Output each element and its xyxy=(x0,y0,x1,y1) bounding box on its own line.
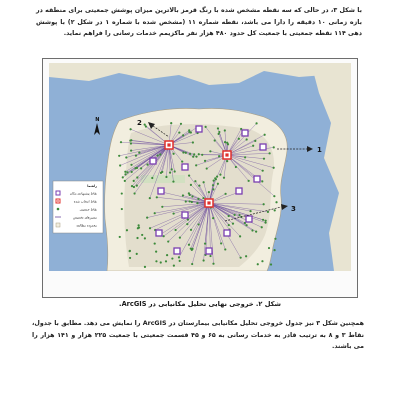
demand-point xyxy=(251,229,253,231)
demand-point xyxy=(239,235,241,237)
demand-point xyxy=(157,154,159,156)
demand-point xyxy=(265,220,267,222)
demand-point xyxy=(126,229,128,231)
demand-point xyxy=(220,242,222,244)
demand-point xyxy=(154,242,156,244)
demand-point xyxy=(224,141,226,143)
demand-point xyxy=(191,263,193,265)
demand-point xyxy=(171,168,173,170)
demand-point xyxy=(159,153,161,155)
legend-item-area: محدوده مطالعه xyxy=(76,223,97,228)
demand-point xyxy=(246,138,248,140)
demand-point xyxy=(192,156,194,158)
demand-point xyxy=(185,152,187,154)
demand-point xyxy=(138,226,140,228)
demand-point xyxy=(273,167,275,169)
selected-site-core xyxy=(207,201,210,204)
demand-point xyxy=(134,167,136,169)
demand-point xyxy=(155,251,157,253)
callout-number-1: 1 xyxy=(317,146,322,154)
demand-point xyxy=(198,185,200,187)
demand-point xyxy=(188,174,190,176)
demand-point xyxy=(120,141,122,143)
demand-point xyxy=(262,170,264,172)
demand-point xyxy=(170,122,172,124)
legend-item-lines: مسیرهای تخصیص xyxy=(72,215,97,220)
demand-point xyxy=(208,191,210,193)
demand-point xyxy=(121,208,123,210)
demand-point xyxy=(214,177,216,179)
demand-point xyxy=(141,234,143,236)
demand-point xyxy=(178,131,180,133)
demand-point xyxy=(163,235,165,237)
demand-point xyxy=(193,153,195,155)
demand-point xyxy=(273,195,275,197)
demand-point xyxy=(188,131,190,133)
demand-point xyxy=(249,210,251,212)
demand-point xyxy=(155,260,157,262)
demand-point xyxy=(146,217,148,219)
demand-point xyxy=(198,153,200,155)
demand-point xyxy=(218,131,220,133)
demand-point xyxy=(257,263,259,265)
demand-point xyxy=(204,243,206,245)
demand-point xyxy=(130,149,132,151)
demand-point xyxy=(209,255,211,257)
demand-point xyxy=(119,164,121,166)
figure-caption: شکل ۲. خروجی نهایی تحلیل مکانیابی در ArcGIS. xyxy=(119,300,281,308)
demand-point xyxy=(129,128,131,130)
demand-point xyxy=(245,224,247,226)
demand-point xyxy=(125,156,127,158)
demand-point xyxy=(156,196,158,198)
demand-point xyxy=(124,173,126,175)
demand-point xyxy=(228,215,230,217)
demand-point xyxy=(122,176,124,178)
demand-point xyxy=(174,170,176,172)
map-svg xyxy=(49,63,351,271)
demand-point xyxy=(126,171,128,173)
demand-point xyxy=(216,176,218,178)
demand-point xyxy=(223,177,225,179)
demand-point xyxy=(252,145,254,147)
demand-point xyxy=(136,237,138,239)
demand-point xyxy=(212,263,214,265)
demand-point xyxy=(149,227,151,229)
demand-point xyxy=(201,154,203,156)
demand-point xyxy=(273,249,275,251)
selected-site-core xyxy=(167,143,170,146)
demand-point xyxy=(218,155,220,157)
demand-point xyxy=(129,139,131,141)
demand-point xyxy=(169,172,171,174)
demand-point xyxy=(172,212,174,214)
park xyxy=(141,175,185,183)
demand-point xyxy=(203,259,205,261)
demand-point xyxy=(154,212,156,214)
demand-point xyxy=(238,138,240,140)
candidate-site xyxy=(174,248,180,254)
demand-point xyxy=(219,173,221,175)
demand-point xyxy=(149,197,151,199)
candidate-site xyxy=(156,230,162,236)
demand-point xyxy=(195,155,197,157)
demand-point xyxy=(140,167,142,169)
location-map xyxy=(49,63,351,271)
demand-point xyxy=(191,195,193,197)
demand-point xyxy=(129,250,131,252)
selected-site-core xyxy=(225,153,228,156)
demand-point xyxy=(124,180,126,182)
demand-point xyxy=(167,240,169,242)
demand-point xyxy=(264,134,266,136)
demand-point xyxy=(130,142,132,144)
demand-point xyxy=(138,151,140,153)
demand-point xyxy=(273,146,275,148)
demand-point xyxy=(185,200,187,202)
demand-point xyxy=(131,171,133,173)
demand-point xyxy=(181,160,183,162)
demand-point xyxy=(270,263,272,265)
candidate-site xyxy=(150,158,156,164)
legend-item-demand: نقاط جمعیتی xyxy=(79,207,97,212)
demand-point xyxy=(212,188,214,190)
demand-point xyxy=(191,248,193,250)
demand-point xyxy=(172,153,174,155)
demand-point xyxy=(224,193,226,195)
demand-point xyxy=(235,166,237,168)
demand-point xyxy=(146,164,148,166)
demand-point xyxy=(136,176,138,178)
demand-point xyxy=(172,180,174,182)
demand-point xyxy=(189,153,191,155)
legend-title: راهنما xyxy=(87,184,97,188)
demand-point xyxy=(261,226,263,228)
candidate-site xyxy=(158,188,164,194)
demand-point xyxy=(182,194,184,196)
candidate-site xyxy=(242,130,248,136)
demand-point xyxy=(195,164,197,166)
demand-point xyxy=(262,219,264,221)
demand-point xyxy=(145,125,147,127)
demand-point xyxy=(165,260,167,262)
demand-point xyxy=(179,260,181,262)
demand-point xyxy=(228,224,230,226)
demand-point xyxy=(274,209,276,211)
demand-point xyxy=(188,244,190,246)
demand-point xyxy=(182,151,184,153)
urban-area xyxy=(124,124,274,267)
north-label: N xyxy=(95,117,100,123)
demand-point xyxy=(130,164,132,166)
demand-point xyxy=(133,180,135,182)
demand-point xyxy=(214,139,216,141)
demand-point xyxy=(189,200,191,202)
demand-point xyxy=(261,260,263,262)
demand-point xyxy=(133,186,135,188)
candidate-site xyxy=(196,126,202,132)
demand-point xyxy=(244,156,246,158)
demand-point xyxy=(212,184,214,186)
legend-item-candidate: نقاط پیشنهادی مکان xyxy=(69,191,97,196)
results-paragraph: همچنین شکل ۳ نیز جدول خروجی تحلیل مکانیابی بیمارستان در ArcGIS را نمایش می دهد. مطابق با جدول، نقاط ۳ و ۸ به ترتیب قادر به خدمات رسانی به ۶۵ و ۴۵ قسمت جمعیتی با جمعیت ۲۲۵ هزار و ۱۴۱ هزار را می باشند. xyxy=(32,320,365,350)
demand-point xyxy=(160,261,162,263)
demand-point xyxy=(233,214,235,216)
demand-point xyxy=(133,192,135,194)
demand-point xyxy=(261,180,263,182)
demand-point xyxy=(192,141,194,143)
demand-point xyxy=(190,184,192,186)
demand-point xyxy=(212,217,214,219)
demand-point xyxy=(269,152,271,154)
demand-point xyxy=(196,202,198,204)
demand-point xyxy=(275,201,277,203)
map-legend xyxy=(53,181,103,233)
demand-point xyxy=(255,122,257,124)
demand-point xyxy=(138,224,140,226)
candidate-site xyxy=(246,216,252,222)
demand-point xyxy=(187,218,189,220)
demand-point xyxy=(119,236,121,238)
demand-point xyxy=(190,229,192,231)
candidate-site xyxy=(236,188,242,194)
demand-point xyxy=(161,206,163,208)
demand-point xyxy=(197,198,199,200)
demand-point xyxy=(205,126,207,128)
demand-point xyxy=(194,180,196,182)
demand-point xyxy=(124,171,126,173)
demand-point xyxy=(186,223,188,225)
demand-point xyxy=(202,197,204,199)
demand-point xyxy=(238,214,240,216)
demand-point xyxy=(274,238,276,240)
demand-point xyxy=(263,158,265,160)
demand-point xyxy=(206,167,208,169)
demand-point xyxy=(129,257,131,259)
demand-point xyxy=(232,223,234,225)
demand-point xyxy=(135,154,137,156)
demand-point xyxy=(227,143,229,145)
demand-point xyxy=(166,254,168,256)
demand-point xyxy=(248,180,250,182)
candidate-site xyxy=(254,176,260,182)
demand-point xyxy=(171,257,173,259)
demand-point xyxy=(213,180,215,182)
legend-item-selected: نقاط انتخاب شده xyxy=(73,199,97,204)
demand-point xyxy=(175,229,177,231)
demand-point xyxy=(254,140,256,142)
demand-point xyxy=(255,231,257,233)
demand-point xyxy=(224,248,226,250)
demand-point xyxy=(267,211,269,213)
figure xyxy=(42,58,358,298)
candidate-site xyxy=(206,248,212,254)
demand-point xyxy=(144,124,146,126)
intro-paragraph: با شکل ۳، در حالی که سه نقطه مشخص شده با رنگ قرمز بالاترین میزان پوشش جمعیتی برای منطقه در بازه زمانی ۱۰ دقیقه را دارا می باشد، نقطه شماره ۱۱ (مشخص شده با شماره ۱ در شکل ۲) با پوشش دهی ۱۱۴ نقطه جمعیتی با جمعیت کل حدود ۴۸۰ هزار نفر ماکزیمم خدمات رسانی را فراهم نماید. xyxy=(36,7,363,37)
demand-point xyxy=(131,185,133,187)
demand-point xyxy=(182,134,184,136)
demand-point xyxy=(245,255,247,257)
demand-point xyxy=(263,203,265,205)
demand-point xyxy=(224,129,226,131)
demand-point xyxy=(268,247,270,249)
callout-number-2: 2 xyxy=(137,119,142,127)
demand-point xyxy=(204,160,206,162)
demand-point xyxy=(161,171,163,173)
demand-point xyxy=(178,256,180,258)
candidate-site xyxy=(260,144,266,150)
demand-point xyxy=(144,237,146,239)
demand-point xyxy=(191,201,193,203)
demand-point xyxy=(144,266,146,268)
demand-point xyxy=(198,223,200,225)
demand-point xyxy=(173,265,175,267)
demand-point xyxy=(136,253,138,255)
demand-point xyxy=(240,257,242,259)
demand-point xyxy=(264,222,266,224)
demand-point xyxy=(136,185,138,187)
demand-point xyxy=(151,177,153,179)
demand-point xyxy=(118,155,120,157)
callout-number-3: 3 xyxy=(291,205,296,213)
demand-point xyxy=(203,181,205,183)
candidate-site xyxy=(182,164,188,170)
candidate-site xyxy=(224,230,230,236)
demand-point xyxy=(209,150,211,152)
demand-point xyxy=(217,127,219,129)
demand-point xyxy=(226,160,228,162)
demand-point xyxy=(217,183,219,185)
demand-point xyxy=(165,176,167,178)
demand-point xyxy=(179,237,181,239)
demand-point xyxy=(218,133,220,135)
demand-point xyxy=(188,192,190,194)
candidate-site xyxy=(182,212,188,218)
demand-point xyxy=(121,192,123,194)
demand-point xyxy=(180,123,182,125)
